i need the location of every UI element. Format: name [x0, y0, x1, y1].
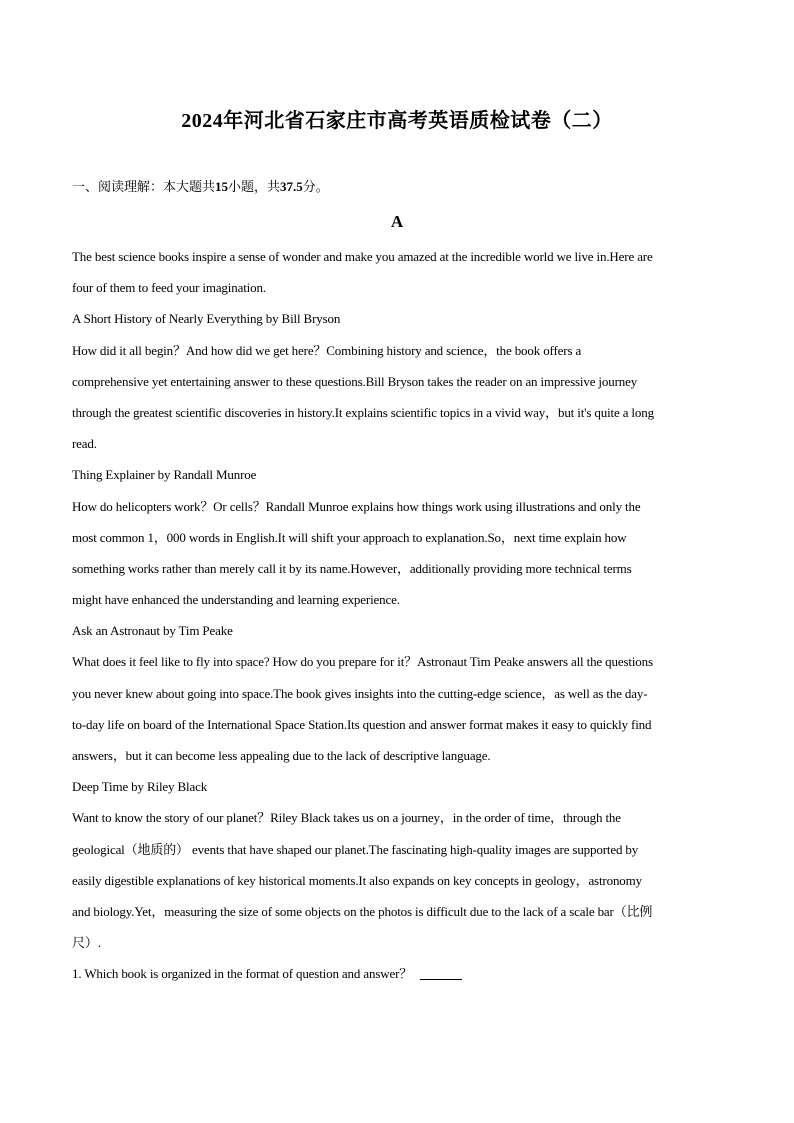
- text-line: Want to know the story of our planet？Riley Black takes us on a journey，in the order of time，through the: [72, 810, 621, 826]
- text-line: answers，but it can become less appealing due to the lack of descriptive language.: [72, 748, 491, 763]
- text-line: to-day life on board of the International Space Station.Its question and answer format makes it easy to quickly find: [72, 716, 652, 732]
- text-line: you never knew about going into space.The book gives insights into the cutting-edge science，as well as the day-: [72, 685, 648, 701]
- text-line: What does it feel like to fly into space? How do you prepare for it？Astronaut Tim Peake answers all the questions: [72, 654, 653, 670]
- section-mid: 小题，共: [228, 179, 281, 194]
- book-heading: Thing Explainer by Randall Munroe: [72, 467, 257, 483]
- section-score: 37.5: [280, 179, 303, 194]
- text-line: and biology.Yet，measuring the size of some objects on the photos is difficult due to the lack of a scale bar（比例: [72, 903, 653, 919]
- text-line: four of them to feed your imagination.: [72, 280, 266, 296]
- text-line: something works rather than merely call it by its name.However，additionally providing more technical terms: [72, 560, 632, 576]
- text-line: read.: [72, 436, 97, 452]
- text-line: The best science books inspire a sense of wonder and make you amazed at the incredible world we live in.Here are: [72, 249, 653, 264]
- book-heading: A Short History of Nearly Everything by Bill Bryson: [72, 311, 341, 327]
- passage-body: [72, 241, 722, 990]
- text-line: How did it all begin？And how did we get here？Combining history and science，the book offers a: [72, 342, 582, 358]
- question-1: [72, 958, 722, 989]
- section-suffix: 分。: [302, 179, 329, 194]
- text-line: comprehensive yet entertaining answer to these questions.Bill Bryson takes the reader on an impressive journey: [72, 373, 638, 389]
- text-line: most common 1，000 words in English.It will shift your approach to explanation.So，next time explain how: [72, 529, 627, 545]
- book-heading: Deep Time by Riley Black: [72, 779, 208, 795]
- book-heading: Ask an Astronaut by Tim Peake: [72, 623, 233, 639]
- section-heading: [72, 176, 329, 195]
- passage-letter: A: [390, 212, 404, 231]
- text-line: geological（地质的） events that have shaped our planet.The fascinating high-quality images are supported by: [72, 841, 639, 857]
- text-line: How do helicopters work？Or cells？Randall Munroe explains how things work using illustrations and only the: [72, 498, 641, 514]
- question-text: 1. Which book is organized in the format of question and answer？: [72, 966, 413, 982]
- text-line: through the greatest scientific discoveries in history.It explains scientific topics in a vivid way，but it's quite a long: [72, 404, 654, 420]
- text-line: easily digestible explanations of key historical moments.It also expands on key concepts in geology，astronomy: [72, 872, 642, 888]
- page-title: 2024年河北省石家庄市高考英语质检试卷（二）: [181, 110, 613, 132]
- section-count: 15: [215, 179, 229, 194]
- text-line: 尺）.: [72, 935, 101, 951]
- section-prefix: 一、阅读理解：本大题共: [72, 179, 216, 194]
- answer-blank[interactable]: [420, 965, 462, 980]
- text-line: might have enhanced the understanding and learning experience.: [72, 592, 400, 608]
